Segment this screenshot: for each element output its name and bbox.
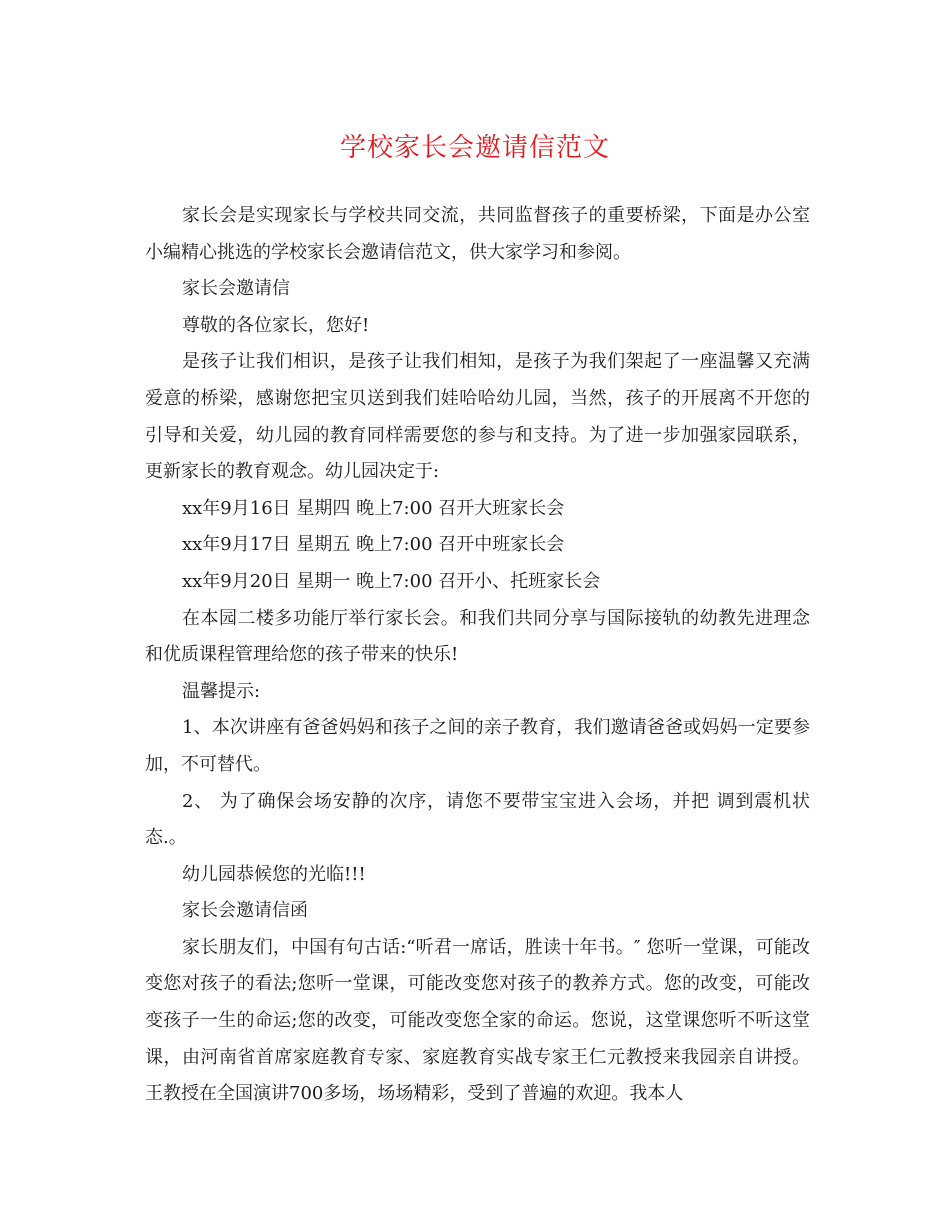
salutation: 尊敬的各位家长，您好! <box>182 314 370 336</box>
section-heading-invitation: 家长会邀请信 <box>182 278 290 300</box>
tips-heading: 温馨提示: <box>182 680 261 702</box>
section-heading-letter: 家长会邀请信函 <box>182 900 308 922</box>
document-body <box>145 198 810 1113</box>
tip-item: 2、 为了确保会场安静的次序，请您不要带宝宝进入会场，并把 调到震机状态.。 <box>145 790 810 849</box>
schedule-line: xx年9月20日 星期一 晚上7:00 召开小、托班家长会 <box>182 570 601 592</box>
tip-item: 1、本次讲座有爸爸妈妈和孩子之间的亲子教育，我们邀请爸爸或妈妈一定要参加，不可替代。 <box>145 717 810 775</box>
schedule-line: xx年9月17日 星期五 晚上7:00 召开中班家长会 <box>182 534 565 556</box>
intro-paragraph: 家长会是实现家长与学校共同交流，共同监督孩子的重要桥梁，下面是办公室小编精心挑选的学校家长会邀请信范文，供大家学习和参阅。 <box>145 205 810 263</box>
schedule-line: xx年9月16日 星期四 晚上7:00 召开大班家长会 <box>182 497 565 519</box>
closing-line: 幼儿园恭候您的光临!!! <box>182 863 366 885</box>
body-paragraph: 家长朋友们，中国有句古话:“听君一席话，胜读十年书。″ 您听一堂课，可能改变您对孩子的看法;您听一堂课，可能改变您对孩子的教养方式。您的改变，可能改变孩子一生的命运;您的改变，可能改变您全家的命运。您说，这堂课您听不听这堂课，由河南省首席家庭教育专家、家庭教育实战专家王仁元教授来我园亲自讲授。王教授在全国演讲700多场，场场精彩，受到了普遍的欢迎。我本人 <box>145 936 810 1105</box>
document-title: 学校家长会邀请信范文 <box>339 133 610 163</box>
body-paragraph: 是孩子让我们相识，是孩子让我们相知，是孩子为我们架起了一座温馨又充满爱意的桥梁，感谢您把宝贝送到我们娃哈哈幼儿园，当然，孩子的开展离不开您的引导和关爱，幼儿园的教育同样需要您的参与和支持。为了进一步加强家园联系，更新家长的教育观念。幼儿园决定于: <box>145 351 810 483</box>
body-paragraph: 在本园二楼多功能厅举行家长会。和我们共同分享与国际接轨的幼教先进理念和优质课程管理给您的孩子带来的快乐! <box>145 607 810 666</box>
